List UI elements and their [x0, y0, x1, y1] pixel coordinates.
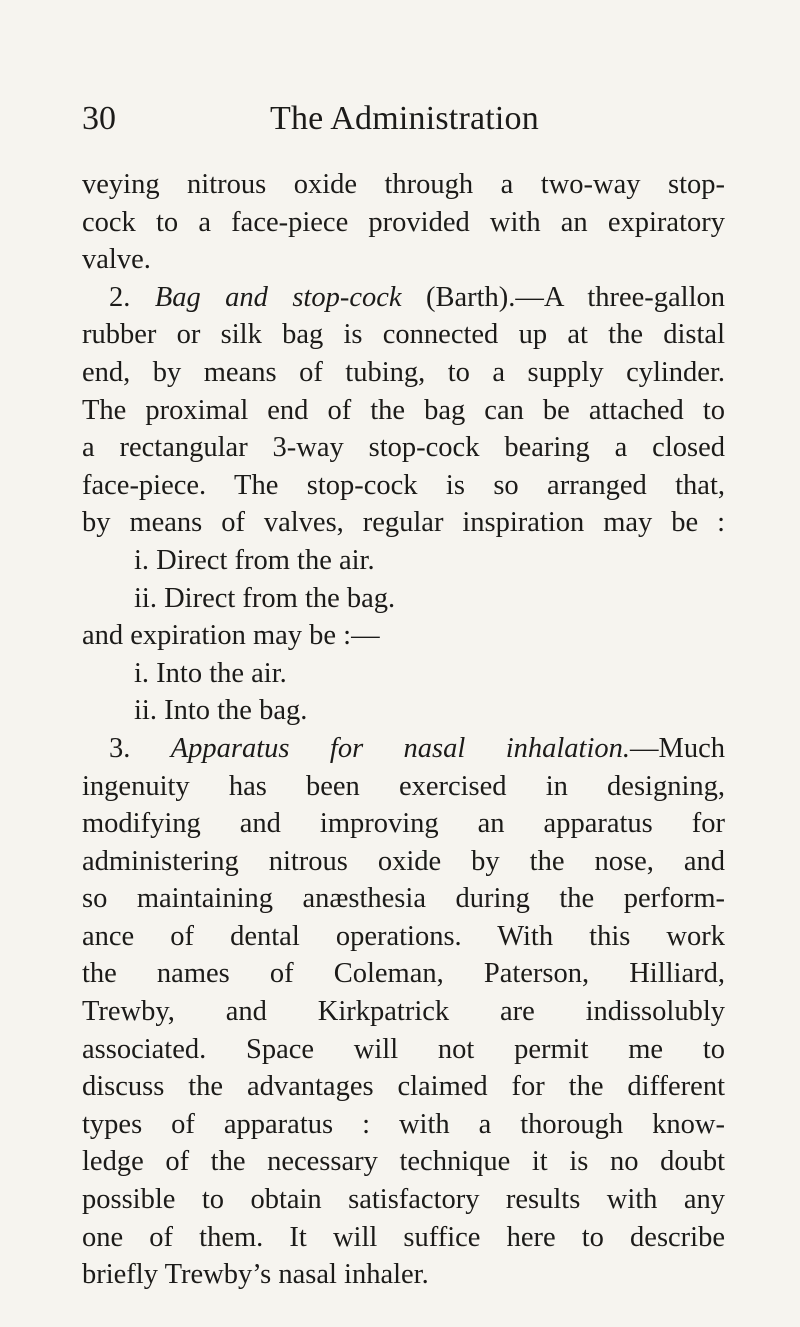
text-line: associated. Space will not permit me to	[82, 1033, 725, 1065]
text-line: so maintaining anæsthesia during the perform-	[82, 883, 725, 915]
section-heading-line	[82, 730, 725, 768]
page-header	[82, 96, 722, 146]
text-line: face-piece. The stop-cock is so arranged that,	[82, 469, 725, 501]
text-line: Trewby, and Kirkpatrick are indissolubly	[82, 996, 725, 1028]
text-line: and expiration may be :—	[82, 620, 380, 652]
text-line: ledge of the necessary technique it is no doubt	[82, 1146, 725, 1178]
text-line: ingenuity has been exercised in designing,	[82, 770, 725, 802]
text-line: The proximal end of the bag can be attached to	[82, 394, 725, 426]
list-item: i. Direct from the air.	[134, 544, 375, 576]
section-number: 2.	[109, 281, 131, 313]
running-title: The Administration	[270, 100, 539, 137]
section-text: (Barth).—A three-gallon	[425, 281, 725, 313]
text-line: veying nitrous oxide through a two-way stop-	[82, 169, 725, 200]
section-heading-line	[82, 279, 725, 317]
text-line: modifying and improving an apparatus for	[82, 808, 725, 840]
list-item: ii. Into the bag.	[134, 695, 308, 727]
text-line: a rectangular 3-way stop-cock bearing a closed	[82, 432, 725, 464]
text-line: one of them. It will suffice here to describe	[82, 1221, 725, 1253]
text-line: end, by means of tubing, to a supply cylinder.	[82, 356, 725, 388]
text-line: briefly Trewby’s nasal inhaler.	[82, 1259, 429, 1291]
text-line: cock to a face-piece provided with an expiratory	[82, 206, 725, 238]
text-line: administering nitrous oxide by the nose, and	[82, 845, 725, 877]
text-line: the names of Coleman, Paterson, Hilliard,	[82, 958, 725, 990]
list-item: ii. Direct from the bag.	[134, 582, 396, 614]
text-line: discuss the advantages claimed for the different	[82, 1071, 725, 1103]
text-line: ance of dental operations. With this work	[82, 920, 725, 952]
list-item: i. Into the air.	[134, 657, 287, 689]
section-title: Bag and stop-cock	[154, 281, 402, 313]
text-line: rubber or silk bag is connected up at the distal	[82, 319, 725, 351]
body-text	[82, 166, 725, 1294]
section-number: 3.	[109, 732, 131, 764]
text-line: by means of valves, regular inspiration may be :	[82, 507, 725, 539]
section-title: Apparatus for nasal inhalation.	[170, 732, 631, 764]
text-line: types of apparatus : with a thorough know-	[82, 1108, 725, 1140]
text-line: possible to obtain satisfactory results with any	[82, 1184, 725, 1216]
text-line: valve.	[82, 244, 151, 276]
page-number: 30	[82, 100, 116, 137]
section-text: —Much	[630, 732, 725, 764]
